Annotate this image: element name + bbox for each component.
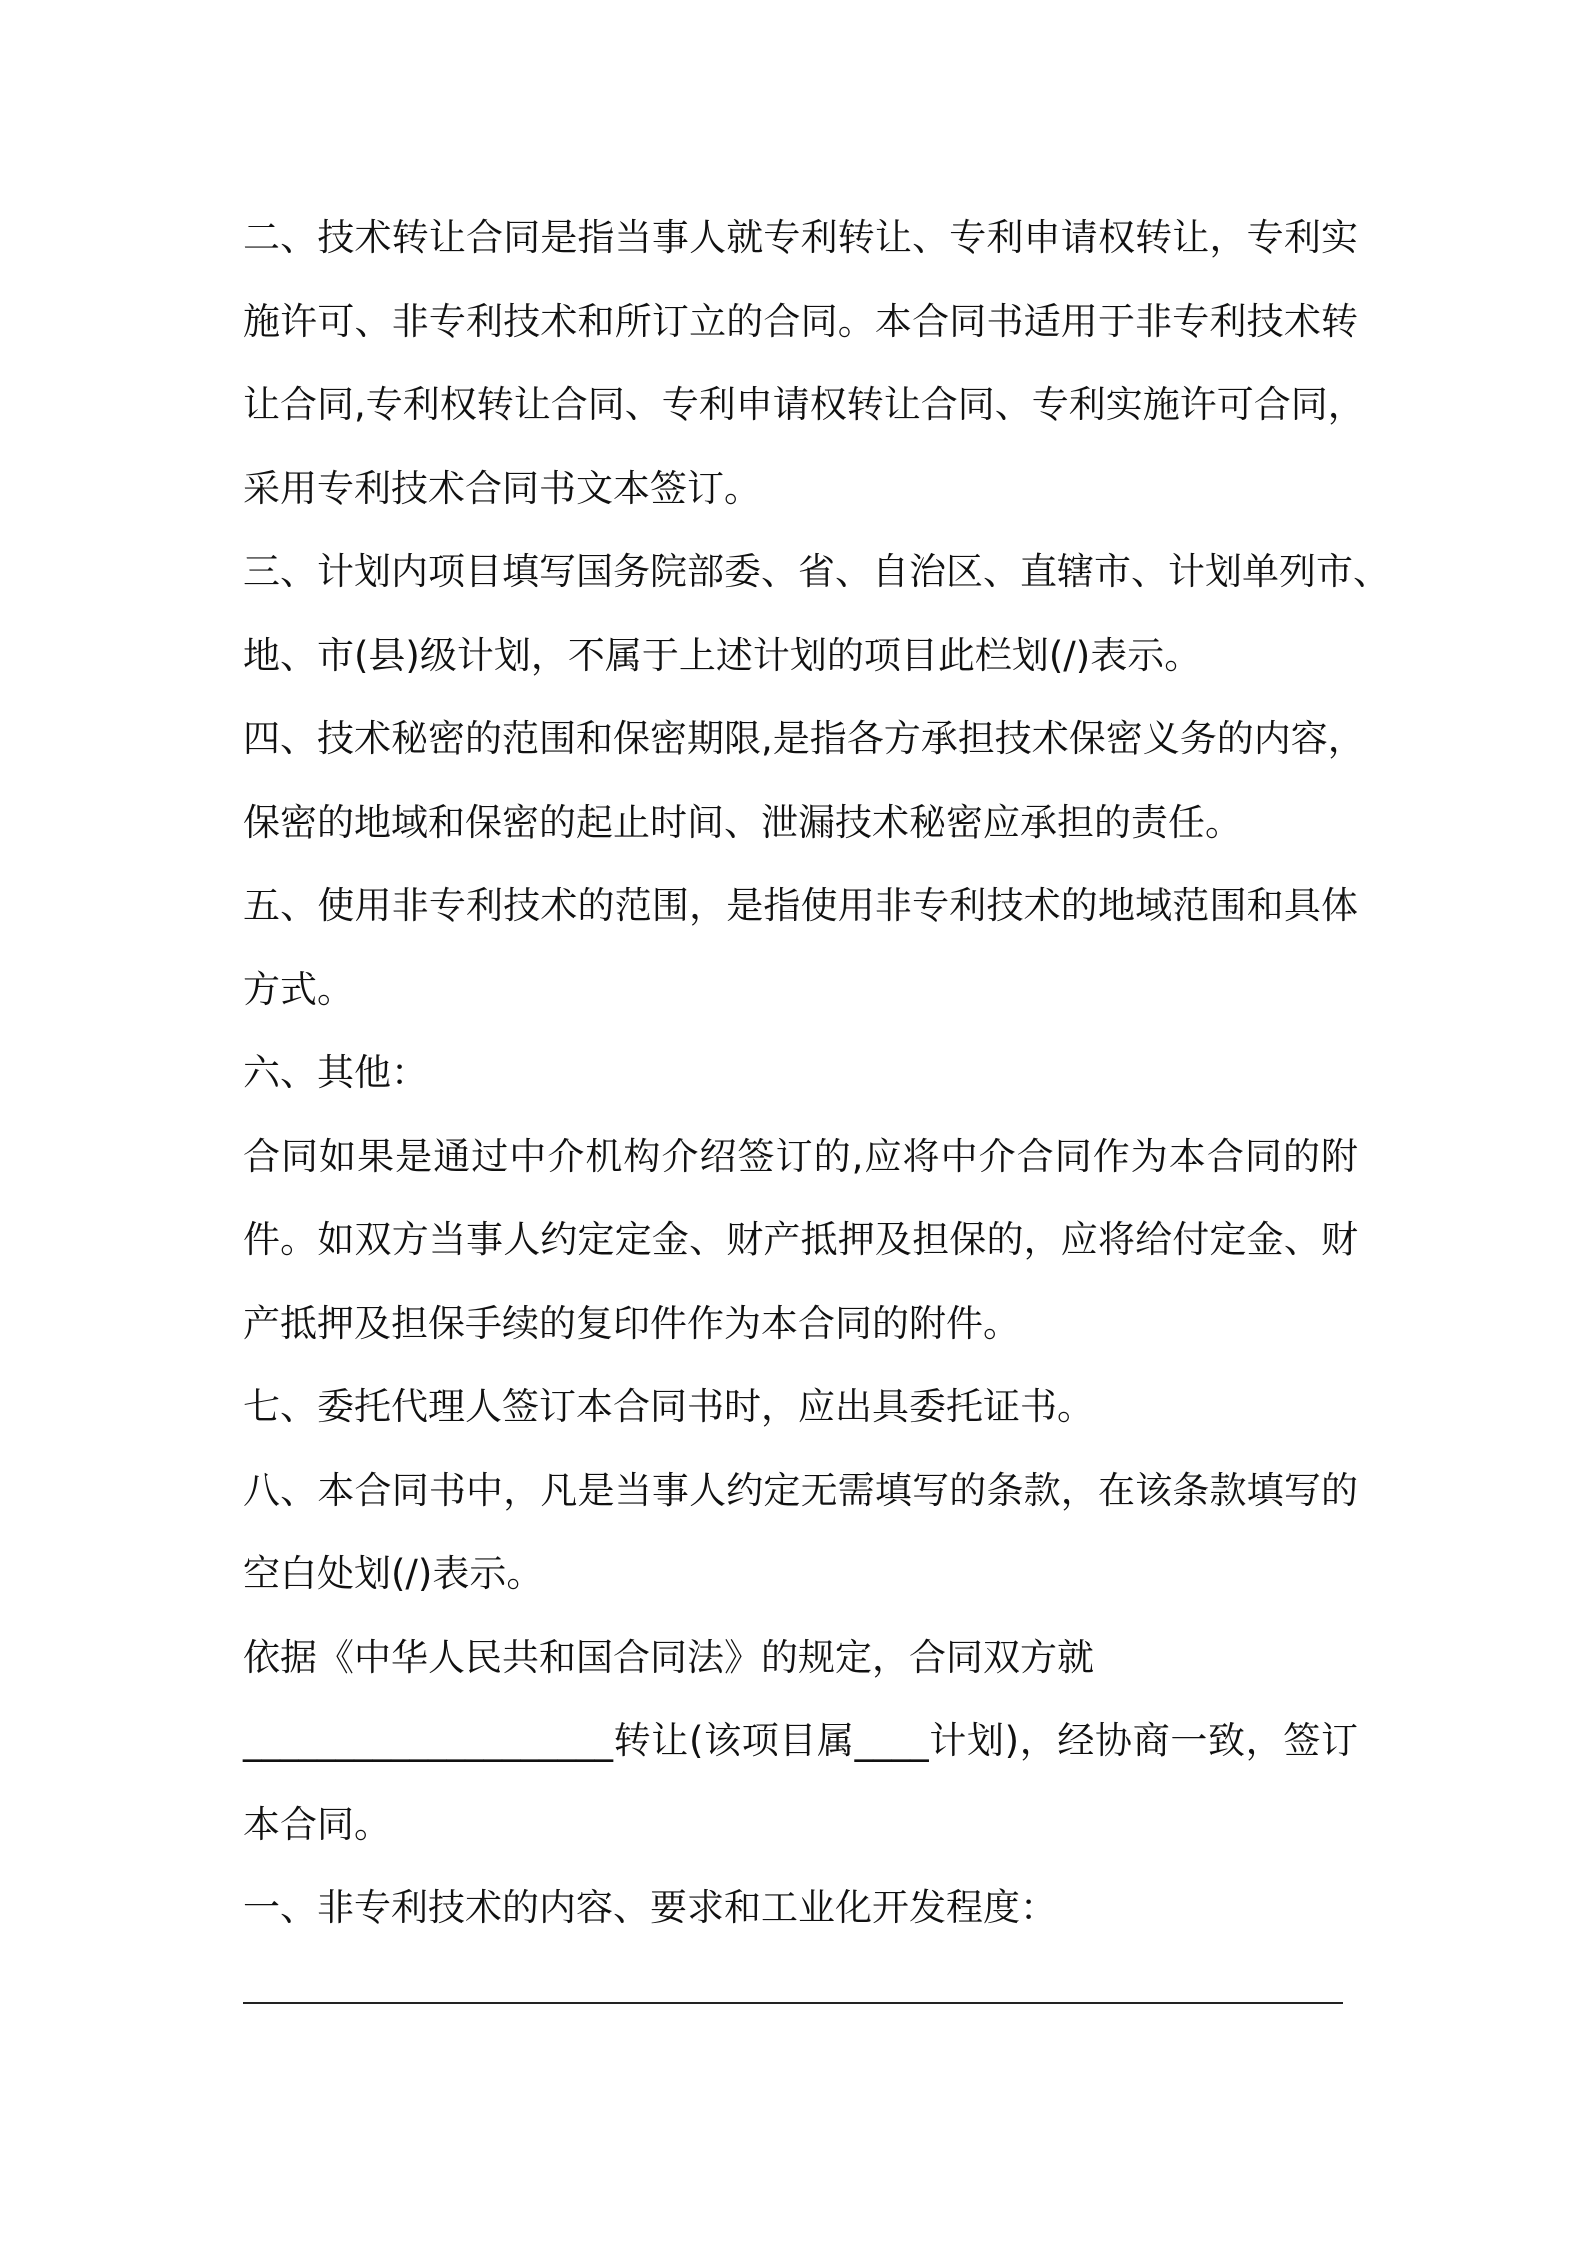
paragraph-line: 本合同。 <box>243 1802 391 1846</box>
paragraph-line: 采用专利技术合同书文本签订。 <box>243 466 761 510</box>
paragraph-line: 五、使用非专利技术的范围，是指使用非专利技术的地域范围和具体 <box>243 884 1358 927</box>
paragraph-line: 八、本合同书中，凡是当事人约定无需填写的条款，在该条款填写的 <box>243 1468 1358 1512</box>
paragraph-line: 方式。 <box>243 967 354 1011</box>
blank-fill-line <box>243 1950 1358 2034</box>
paragraph-line: 七、委托代理人签订本合同书时，应出具委托证书。 <box>243 1385 1094 1428</box>
paragraph-line: 保密的地域和保密的起止时间、泄漏技术秘密应承担的责任。 <box>243 800 1242 844</box>
paragraph-line: 空白处划(/)表示。 <box>243 1552 544 1595</box>
paragraph-line: 三、计划内项目填写国务院部委、省、自治区、直辖市、计划单列市、 <box>243 550 1390 593</box>
paragraph-line: 合同如果是通过中介机构介绍签订的,应将中介合同作为本合同的附 <box>243 1134 1358 1178</box>
paragraph-line: 施许可、非专利技术和所订立的合同。本合同书适用于非专利技术转 <box>243 299 1358 343</box>
paragraph-line: 产抵押及担保手续的复印件作为本合同的附件。 <box>243 1301 1020 1345</box>
section-heading: 六、其他： <box>243 1051 428 1094</box>
paragraph-line: 件。如双方当事人约定定金、财产抵押及担保的，应将给付定金、财 <box>243 1218 1358 1261</box>
paragraph-line: 四、技术秘密的范围和保密期限,是指各方承担技术保密义务的内容， <box>243 717 1365 760</box>
underline-rule <box>243 2002 1343 2004</box>
section-heading: 一、非专利技术的内容、要求和工业化开发程度： <box>243 1886 1057 1929</box>
paragraph-line: 让合同,专利权转让合同、专利申请权转让合同、专利实施许可合同， <box>243 383 1365 426</box>
document-body <box>243 196 1390 2033</box>
paragraph-line: 依据《中华人民共和国合同法》的规定，合同双方就 <box>243 1635 1094 1679</box>
paragraph-line: 地、市(县)级计划，不属于上述计划的项目此栏划(/)表示。 <box>243 633 1202 677</box>
paragraph-line: 二、技术转让合同是指当事人就专利转让、专利申请权转让，专利实 <box>243 216 1358 259</box>
fill-in-line: ____________________转让(该项目属____计划)，经协商一致，签订 <box>243 1719 1358 1762</box>
